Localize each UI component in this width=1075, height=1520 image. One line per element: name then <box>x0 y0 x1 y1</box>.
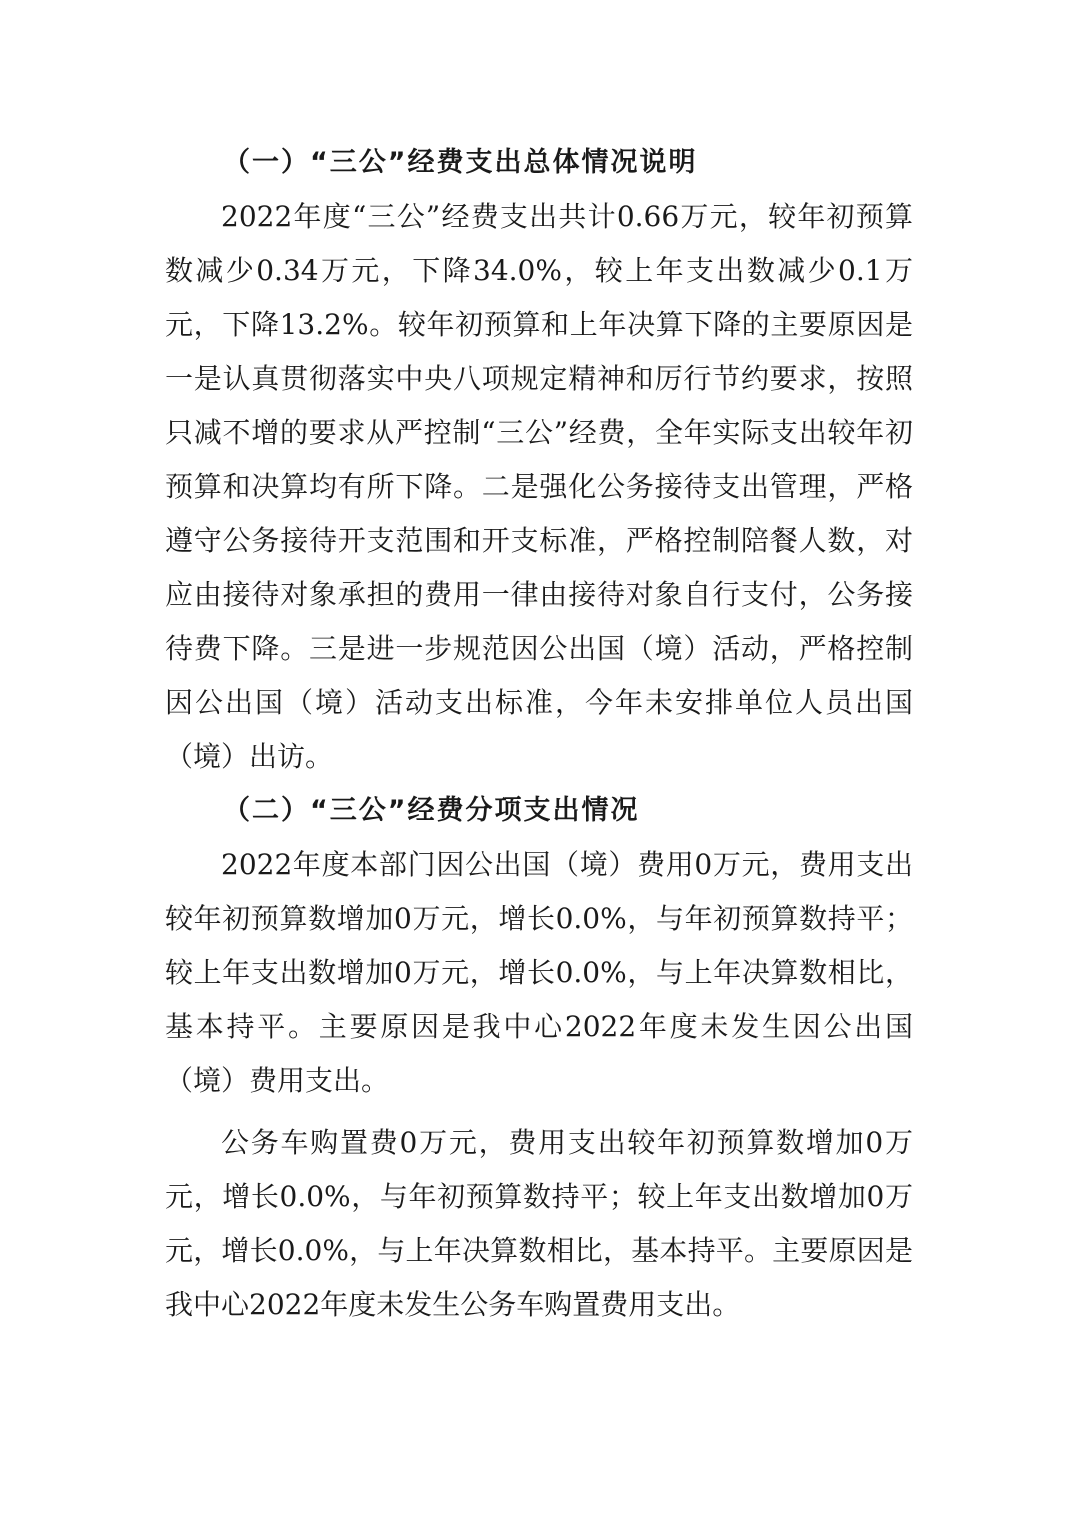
section-heading-itemized: （二）“三公”经费分项支出情况 <box>223 795 640 826</box>
paragraph-overall-explanation: 2022年度“三公”经费支出共计0.66万元，较年初预算数减少0.34万元，下降34.0%，较上年支出数减少0.1万元，下降13.2%。较年初预算和上年决算下降的主要原因是一是认真贯彻落实中央八项规定精神和厉行节约要求，按照只减不增的要求从严控制“三公”经费，全年实际支出较年初预算和决算均有所下降。二是强化公务接待支出管理，严格遵守公务接待开支范围和开支标准，严格控制陪餐人数，对应由接待对象承担的费用一律由接待对象自行支付，公务接待费下降。三是进一步规范因公出国（境）活动，严格控制因公出国（境）活动支出标准，今年未安排单位人员出国（境）出访。 <box>165 200 913 773</box>
paragraph-overseas-travel: 2022年度本部门因公出国（境）费用0万元，费用支出较年初预算数增加0万元，增长0.0%，与年初预算数持平；较上年支出数增加0万元，增长0.0%，与上年决算数相比，基本持平。主要原因是我中心2022年度未发生因公出国（境）费用支出。 <box>165 848 913 1097</box>
section-heading-overall: （一）“三公”经费支出总体情况说明 <box>223 147 698 178</box>
paragraph-vehicle-purchase: 公务车购置费0万元，费用支出较年初预算数增加0万元，增长0.0%，与年初预算数持平；较上年支出数增加0万元，增长0.0%，与上年决算数相比，基本持平。主要原因是我中心2022年度未发生公务车购置费用支出。 <box>165 1126 913 1321</box>
document-body <box>165 136 913 1332</box>
paragraph-spacer <box>165 1108 913 1116</box>
